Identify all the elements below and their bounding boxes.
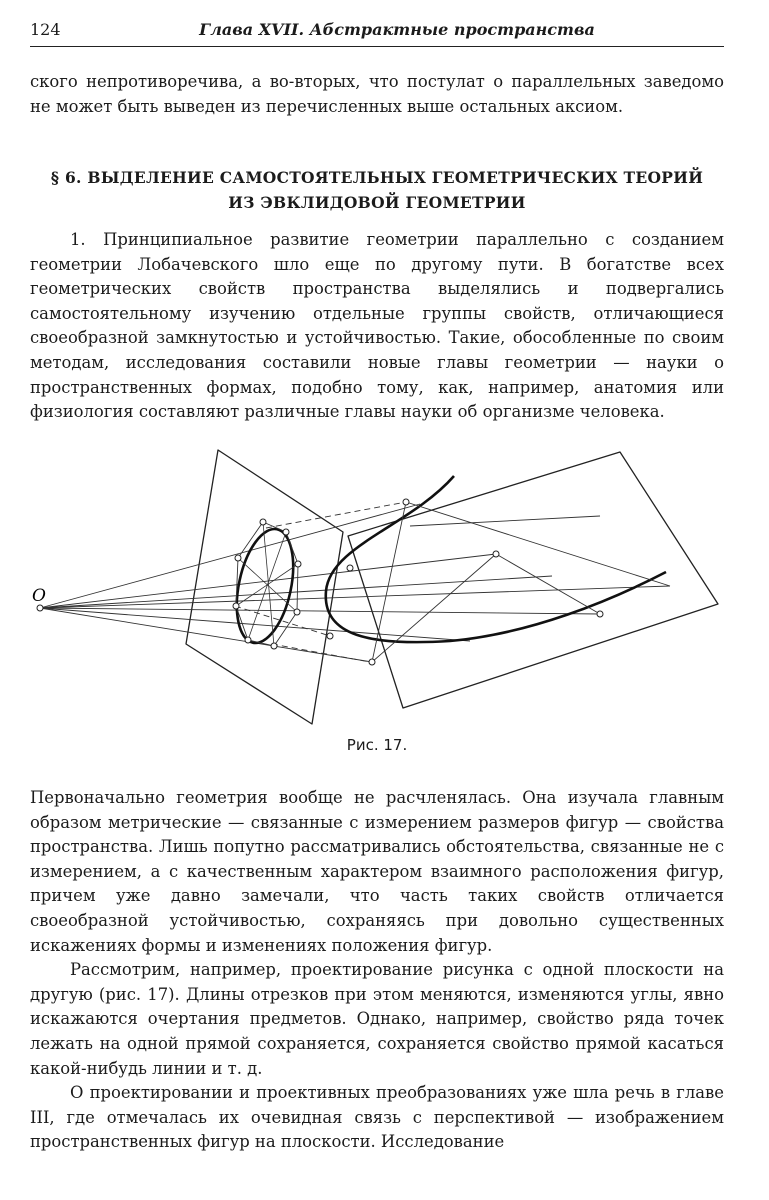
section-title <box>30 165 724 215</box>
intro-paragraph: ского непротиворечива, а во-вторых, что постулат о параллельных заведомо не может быть выведен из перечисленных выше остальных аксиом. <box>30 72 724 116</box>
page-number: 124 <box>30 20 61 39</box>
section-title-line-2: ИЗ ЭВКЛИДОВОЙ ГЕОМЕТРИИ <box>228 193 526 212</box>
paragraph-2: Первоначально геометрия вообще не расчленялась. Она изучала главным образом метрические — связанные с измерением размеров фигур — свойства пространства. Лишь попутно рассматривались обстоятельства, связанные не с измерением, а с качественным характером взаимного расположения фигур, причем уже давно замечали, что часть таких свойств отличается своеобразной устойчивостью, сохраняясь при довольно существенных искажениях формы и изменениях положения фигур. <box>30 788 724 955</box>
body-text-bottom <box>30 786 724 1155</box>
body-text-top <box>30 228 724 425</box>
figure-caption: Рис. 17. <box>346 736 408 754</box>
parabola-chords <box>372 502 670 662</box>
intro-text <box>30 70 724 119</box>
parabola-curve <box>326 476 666 642</box>
point-markers <box>37 499 603 665</box>
projection-rays <box>40 504 670 662</box>
projection-figure <box>30 436 724 726</box>
paragraph-3: Рассмотрим, например, проектирование рисунка с одной плоскости на другую (рис. 17). Длины отрезков при этом меняются, изменяются углы, явно искажаются очертания предметов. Однако, например, свойство ряда точек лежать на одной прямой сохраняется, сохраняется свойство прямой касаться какой-нибудь линии и т. д. <box>30 960 724 1078</box>
point-label-o: O <box>32 586 46 606</box>
section-title-line-1: § 6. ВЫДЕЛЕНИЕ САМОСТОЯТЕЛЬНЫХ ГЕОМЕТРИЧЕСКИХ ТЕОРИЙ <box>50 168 704 187</box>
paragraph-4: О проектировании и проективных преобразованиях уже шла речь в главе III, где отмечалась их очевидная связь с перспективой — изображением пространственных фигур на плоскости. Исследование <box>30 1083 724 1152</box>
page-header <box>30 18 724 47</box>
paragraph-1: 1. Принципиальное развитие геометрии параллельно с созданием геометрии Лобачевского шло еще по другому пути. В богатстве всех геометрических свойств пространства выделялись и подвергались самостоятельному изучению отдельные группы свойств, отличающиеся своеобразной замкнутостью и устойчивостью. Такие, обособленные по своим методам, исследования составили новые главы геометрии — науки о пространственных формах, подобно тому, как, например, анатомия или физиология составляют различные главы науки об организме человека. <box>30 230 724 422</box>
running-head: Глава XVII. Абстрактные пространства <box>199 20 595 39</box>
plane-right <box>348 452 718 708</box>
